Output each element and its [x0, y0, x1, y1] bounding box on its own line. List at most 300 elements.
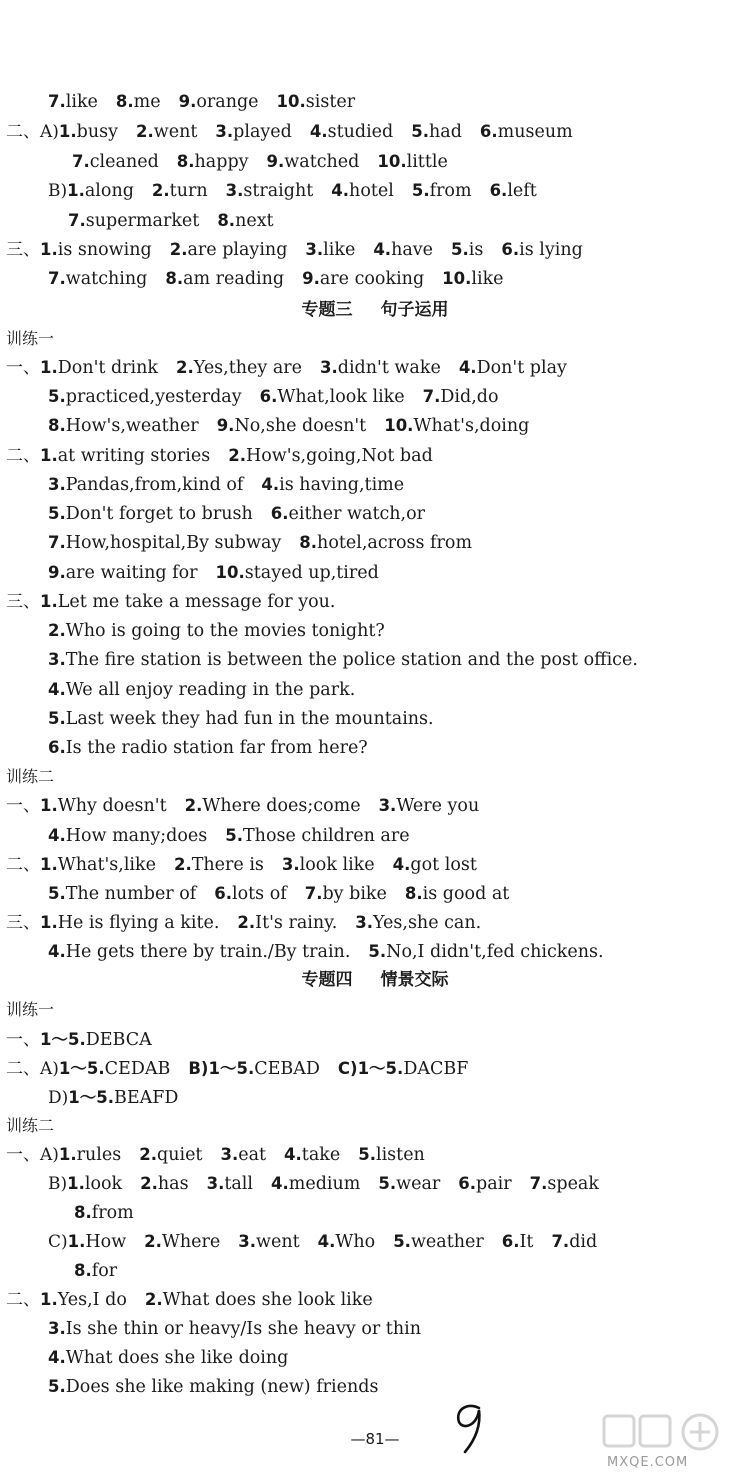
item-number: 2. — [176, 358, 194, 377]
item-number: 8. — [299, 533, 318, 552]
item-answer: are waiting for — [65, 563, 198, 583]
item-answer: left — [507, 181, 537, 201]
training-label: 训练一 — [6, 1000, 55, 1019]
answer-item — [423, 387, 499, 407]
item-answer: It's rainy. — [255, 913, 338, 933]
item-answer: cleaned — [89, 152, 159, 172]
item-number: 7. — [48, 269, 66, 288]
item-answer: BEAFD — [114, 1088, 179, 1108]
answer-item — [207, 1174, 253, 1194]
item-number: B)1～5. — [188, 1059, 255, 1078]
answer-item — [217, 211, 273, 231]
item-answer: is having,time — [279, 475, 405, 495]
answer-item — [226, 181, 314, 201]
item-answer: DACBF — [403, 1059, 469, 1079]
item-answer: Let me take a message for you. — [57, 592, 336, 612]
item-answer: Those children are — [243, 826, 410, 846]
answer-item — [260, 387, 405, 407]
item-answer: tall — [224, 1174, 254, 1194]
item-answer: How many;does — [65, 826, 208, 846]
item-number: 10. — [276, 92, 306, 111]
question-group-label: B) — [48, 1174, 68, 1194]
item-answer: by bike — [322, 884, 387, 904]
answer-item — [48, 680, 355, 700]
item-number: 6. — [270, 504, 289, 523]
answer-line — [48, 267, 522, 291]
answer-item — [40, 913, 219, 933]
answer-item — [271, 504, 425, 524]
item-number: 1. — [40, 240, 58, 259]
answer-item — [40, 796, 167, 816]
watermark-text: MXQE.COM — [607, 1455, 689, 1470]
answer-item — [145, 1290, 373, 1310]
item-number: 1. — [40, 446, 58, 465]
item-answer: Does she like making (new) friends — [65, 1377, 379, 1397]
item-number: 9. — [48, 563, 66, 582]
answer-item — [48, 504, 253, 524]
item-answer: for — [91, 1261, 118, 1281]
answer-item — [48, 738, 368, 758]
answer-item — [451, 240, 483, 260]
item-answer: Yes,she can. — [373, 913, 482, 933]
item-answer: Yes,I do — [57, 1290, 127, 1310]
item-number: 6. — [501, 240, 520, 259]
answer-item — [48, 884, 196, 904]
item-number: 5. — [411, 122, 429, 141]
answer-line — [48, 385, 517, 409]
item-number: 3. — [378, 796, 397, 815]
item-number: 1. — [40, 592, 58, 611]
item-number: 7. — [529, 1174, 548, 1193]
answer-item — [384, 416, 529, 436]
answer-item — [331, 181, 394, 201]
answer-item — [74, 1203, 134, 1223]
answer-line — [48, 502, 443, 526]
item-answer: played — [233, 122, 292, 142]
item-number: 10. — [377, 152, 407, 171]
item-number: 10. — [442, 269, 472, 288]
item-answer: Did,do — [440, 387, 499, 407]
item-number: 7. — [551, 1232, 570, 1251]
answer-item — [48, 92, 98, 112]
question-group-label: B) — [48, 181, 68, 201]
item-answer: The fire station is between the police station and the post office. — [65, 650, 638, 670]
item-number: 6. — [479, 122, 498, 141]
answer-line — [6, 356, 585, 380]
answer-item — [68, 1232, 127, 1252]
answer-item — [237, 913, 337, 933]
item-answer: Is the radio station far from here? — [65, 738, 368, 758]
answer-line — [48, 561, 397, 585]
item-number: 7. — [48, 92, 66, 111]
item-number: 8. — [48, 416, 66, 435]
answer-line — [48, 619, 403, 643]
item-number: 9. — [178, 92, 197, 111]
item-number: 4. — [458, 358, 477, 377]
item-answer: How,hospital,By subway — [65, 533, 282, 553]
item-answer: medium — [288, 1174, 361, 1194]
item-number: 3. — [48, 1319, 66, 1338]
item-number: 6. — [458, 1174, 477, 1193]
answer-line — [48, 179, 555, 203]
answer-item — [139, 1145, 202, 1165]
section-heading-4 — [0, 968, 750, 992]
item-number: 8. — [74, 1203, 92, 1222]
item-number: 7. — [304, 884, 323, 903]
item-number: 1. — [40, 1290, 58, 1309]
answer-item — [305, 884, 387, 904]
answer-line — [48, 648, 656, 672]
item-number: 3. — [48, 650, 66, 669]
item-answer: What does she look like — [162, 1290, 373, 1310]
question-group-label: D) — [48, 1088, 69, 1108]
answer-item — [490, 181, 537, 201]
item-number: 5. — [451, 240, 469, 259]
item-number: 1. — [40, 913, 58, 932]
item-number: 4. — [48, 680, 66, 699]
answer-item — [174, 855, 264, 875]
section-heading-3 — [0, 298, 750, 322]
item-answer: What's,doing — [413, 416, 530, 436]
answer-line — [6, 238, 601, 262]
item-number: 4. — [331, 181, 350, 200]
item-number: 1～5. — [68, 1088, 114, 1107]
item-answer: Don't play — [476, 358, 567, 378]
answer-item — [261, 475, 404, 495]
item-answer: is snowing — [57, 240, 152, 260]
answer-item — [188, 1059, 320, 1079]
answer-item — [302, 269, 424, 289]
answer-item — [68, 1088, 178, 1108]
item-answer: watching — [65, 269, 148, 289]
item-number: 1～5. — [40, 1030, 86, 1049]
item-answer: are cooking — [319, 269, 425, 289]
item-number: 1. — [40, 358, 58, 377]
item-answer: had — [429, 122, 462, 142]
answer-item — [480, 122, 573, 142]
answer-line — [48, 1086, 196, 1110]
item-answer: Is she thin or heavy/Is she heavy or thin — [65, 1319, 421, 1339]
answer-item — [48, 942, 350, 962]
answer-line — [48, 1375, 396, 1399]
item-number: C)1～5. — [337, 1059, 404, 1078]
answer-line — [6, 1057, 486, 1081]
item-answer: next — [235, 211, 274, 231]
answer-item — [116, 92, 161, 112]
item-number: 3. — [355, 913, 374, 932]
item-number: 2. — [144, 1232, 162, 1251]
answer-item — [67, 181, 134, 201]
item-number: 2. — [173, 855, 192, 874]
answer-item — [214, 884, 286, 904]
item-answer: Why doesn't — [57, 796, 167, 816]
item-number: 4. — [261, 475, 280, 494]
item-number: 4. — [271, 1174, 289, 1193]
answer-line — [6, 794, 497, 818]
item-number: 8. — [165, 269, 184, 288]
item-answer: sister — [305, 92, 356, 112]
answer-item — [310, 122, 393, 142]
item-number: 3. — [281, 855, 300, 874]
answer-item — [48, 709, 434, 729]
item-answer: The number of — [65, 884, 197, 904]
answer-item — [40, 1290, 127, 1310]
item-answer: got lost — [410, 855, 477, 875]
item-number: 1. — [67, 181, 85, 200]
answer-line — [6, 853, 495, 877]
item-answer: went — [153, 122, 198, 142]
answer-item — [144, 1232, 220, 1252]
answer-item — [216, 563, 379, 583]
answer-item — [277, 92, 356, 112]
item-answer: How's,going,Not bad — [245, 446, 433, 466]
item-number: 7. — [68, 211, 86, 230]
answer-item — [458, 1174, 511, 1194]
item-answer: busy — [76, 122, 119, 142]
item-answer: orange — [196, 92, 259, 112]
item-number: 5. — [368, 942, 387, 961]
answer-line — [48, 678, 373, 702]
item-number: 4. — [284, 1145, 302, 1164]
answer-item — [358, 1145, 425, 1165]
item-number: 4. — [48, 826, 66, 845]
item-answer: either watch,or — [288, 504, 426, 524]
answer-line — [48, 414, 547, 438]
item-answer: DEBCA — [85, 1030, 152, 1050]
item-number: 1. — [40, 855, 58, 874]
item-number: 5. — [225, 826, 243, 845]
answer-item — [271, 1174, 360, 1194]
section-number: 专题四 — [301, 970, 353, 990]
answer-line — [48, 882, 527, 906]
item-answer: turn — [169, 181, 208, 201]
answer-line — [68, 209, 292, 233]
item-answer: eat — [238, 1145, 267, 1165]
page-number: —81— — [350, 1430, 400, 1448]
item-answer: listen — [375, 1145, 425, 1165]
item-number: 2. — [169, 240, 188, 259]
item-answer: supermarket — [85, 211, 200, 231]
item-answer: me — [133, 92, 161, 112]
item-answer: Who is going to the movies tonight? — [65, 621, 385, 641]
answer-item — [48, 475, 243, 495]
item-number: 10. — [384, 416, 414, 435]
answer-line — [72, 150, 466, 174]
answer-item — [72, 152, 159, 172]
item-number: 8. — [176, 152, 195, 171]
training-label: 训练二 — [6, 1116, 55, 1135]
answer-item — [140, 1174, 188, 1194]
answer-item — [48, 416, 199, 436]
item-answer: No,she doesn't — [234, 416, 367, 436]
answer-item — [59, 1145, 121, 1165]
item-number: 8. — [74, 1261, 92, 1280]
answer-item — [377, 152, 447, 172]
item-answer: Where does;come — [202, 796, 361, 816]
item-answer: How — [85, 1232, 127, 1252]
item-number: 1. — [67, 1232, 86, 1251]
item-number: 1. — [40, 796, 58, 815]
answer-line — [6, 120, 591, 144]
answer-item — [40, 855, 156, 875]
answer-item — [177, 152, 249, 172]
item-answer: from — [91, 1203, 134, 1223]
training-label: 训练二 — [6, 767, 55, 786]
item-number: 5. — [48, 884, 66, 903]
answer-item — [40, 446, 210, 466]
item-number: 4. — [317, 1232, 336, 1251]
question-group-label: 一、 — [6, 358, 40, 378]
answer-item — [48, 826, 207, 846]
item-answer: It — [519, 1232, 534, 1252]
answer-item — [373, 240, 433, 260]
item-answer: pair — [476, 1174, 512, 1194]
item-number: 8. — [217, 211, 236, 230]
answer-item — [502, 1232, 534, 1252]
item-answer: at writing stories — [57, 446, 211, 466]
item-number: 4. — [48, 1348, 66, 1367]
item-number: 4. — [309, 122, 328, 141]
answer-item — [355, 913, 481, 933]
question-group-label: 一、 — [6, 796, 40, 816]
item-answer: has — [157, 1174, 189, 1194]
item-answer: went — [256, 1232, 300, 1252]
answer-item — [368, 942, 603, 962]
item-answer: little — [406, 152, 448, 172]
item-answer: speak — [547, 1174, 599, 1194]
item-answer: look like — [299, 855, 375, 875]
answer-item — [170, 240, 288, 260]
item-number: 2. — [136, 122, 154, 141]
answer-item — [40, 1030, 152, 1050]
item-number: 1. — [58, 1145, 77, 1164]
question-group-label: 一、A) — [6, 1145, 59, 1165]
answer-item — [48, 1319, 421, 1339]
item-number: 5. — [393, 1232, 411, 1251]
item-answer: We all enjoy reading in the park. — [65, 680, 356, 700]
answer-item — [40, 592, 336, 612]
item-number: 10. — [215, 563, 245, 582]
question-group-label: 一、 — [6, 1030, 40, 1050]
item-answer: watched — [284, 152, 360, 172]
answer-line — [6, 1143, 443, 1167]
item-number: 2. — [144, 1290, 163, 1309]
item-number: 5. — [358, 1145, 376, 1164]
item-number: 5. — [411, 181, 430, 200]
answer-item — [299, 533, 472, 553]
item-answer: Don't forget to brush — [65, 504, 253, 524]
item-number: 1. — [58, 122, 77, 141]
item-answer: museum — [497, 122, 573, 142]
question-group-label: 二、 — [6, 446, 40, 466]
answer-item — [338, 1059, 468, 1079]
answer-item — [179, 92, 259, 112]
answer-line — [48, 736, 386, 760]
item-answer: studied — [327, 122, 394, 142]
answer-line — [74, 1259, 135, 1283]
answer-line — [48, 90, 373, 114]
item-answer: He is flying a kite. — [57, 913, 220, 933]
question-group-label: 二、A) — [6, 1059, 59, 1079]
answer-line — [6, 911, 499, 935]
handwritten-9-mark — [445, 1396, 505, 1456]
item-number: 9. — [216, 416, 235, 435]
item-answer: CEDAB — [104, 1059, 171, 1079]
item-answer: is lying — [519, 240, 583, 260]
item-number: 2. — [184, 796, 203, 815]
answer-item — [411, 122, 462, 142]
item-answer: CEBAD — [254, 1059, 320, 1079]
item-answer: Last week they had fun in the mountains. — [65, 709, 434, 729]
answer-item — [74, 1261, 117, 1281]
section-title: 情景交际 — [380, 970, 449, 990]
answer-item — [412, 181, 472, 201]
item-answer: did — [569, 1232, 598, 1252]
answer-line — [74, 1201, 152, 1225]
answer-item — [551, 1232, 597, 1252]
item-number: 3. — [206, 1174, 225, 1193]
item-answer: No,I didn't,fed chickens. — [386, 942, 604, 962]
item-answer: There is — [191, 855, 264, 875]
item-answer: stayed up,tired — [244, 563, 379, 583]
answer-line — [48, 824, 428, 848]
item-number: 1. — [67, 1174, 85, 1193]
item-answer: lots of — [232, 884, 287, 904]
answer-item — [393, 1232, 484, 1252]
item-answer: quiet — [157, 1145, 203, 1165]
answer-item — [59, 122, 118, 142]
answer-item — [48, 1348, 288, 1368]
item-number: 2. — [228, 446, 246, 465]
item-number: 6. — [48, 738, 66, 757]
item-number: 7. — [72, 152, 90, 171]
item-answer: like — [323, 240, 356, 260]
answer-item — [152, 181, 208, 201]
question-group-label: 二、 — [6, 855, 40, 875]
item-answer: take — [301, 1145, 341, 1165]
question-group-label: C) — [48, 1232, 68, 1252]
item-number: 7. — [422, 387, 441, 406]
answer-item — [379, 796, 480, 816]
item-answer: like — [65, 92, 98, 112]
item-number: 6. — [501, 1232, 520, 1251]
answer-line — [6, 1288, 391, 1312]
item-number: 6. — [214, 884, 232, 903]
item-number: 1～5. — [58, 1059, 105, 1078]
answer-item — [225, 826, 409, 846]
item-number: 9. — [266, 152, 285, 171]
item-answer: Who — [335, 1232, 376, 1252]
item-answer: Were you — [396, 796, 480, 816]
section-number: 专题三 — [301, 300, 353, 320]
answer-item — [305, 240, 355, 260]
answer-item — [238, 1232, 299, 1252]
item-number: 9. — [302, 269, 320, 288]
answer-item — [48, 533, 281, 553]
answer-line — [48, 1346, 306, 1370]
answer-line — [48, 531, 490, 555]
answer-item — [59, 1059, 170, 1079]
answer-item — [405, 884, 509, 904]
answer-item — [176, 358, 302, 378]
answer-line — [48, 1172, 617, 1196]
answer-item — [48, 650, 638, 670]
answer-item — [68, 211, 199, 231]
item-number: 2. — [140, 1174, 158, 1193]
answer-item — [459, 358, 567, 378]
answer-item — [48, 621, 385, 641]
section-title: 句子运用 — [380, 300, 449, 320]
